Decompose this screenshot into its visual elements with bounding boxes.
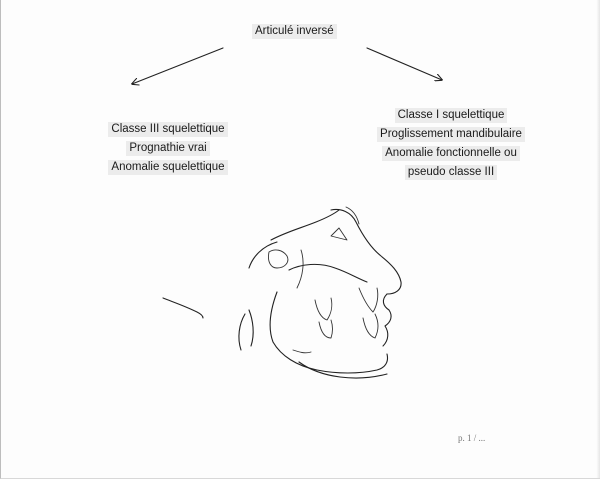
left-branch-line: Classe III squelettique xyxy=(108,122,227,137)
arrow-right xyxy=(367,48,442,80)
diagram-drawing xyxy=(1,0,600,479)
page-number: p. 1 / ... xyxy=(458,433,486,443)
left-branch xyxy=(93,119,243,176)
left-branch-line: Anomalie squelettique xyxy=(108,160,227,175)
right-branch xyxy=(361,105,541,181)
right-branch-line: Classe I squelettique xyxy=(395,108,508,123)
arrow-left xyxy=(132,48,223,84)
scan-edge xyxy=(596,0,600,479)
root-label: Articulé inversé xyxy=(252,24,337,39)
right-branch-line: pseudo classe III xyxy=(405,165,497,180)
right-branch-line: Proglissement mandibulaire xyxy=(377,127,525,142)
right-branch-line: Anomalie fonctionnelle ou xyxy=(382,146,520,161)
left-branch-line: Prognathie vrai xyxy=(126,141,209,156)
cephalometric-tracing-icon xyxy=(163,207,401,378)
